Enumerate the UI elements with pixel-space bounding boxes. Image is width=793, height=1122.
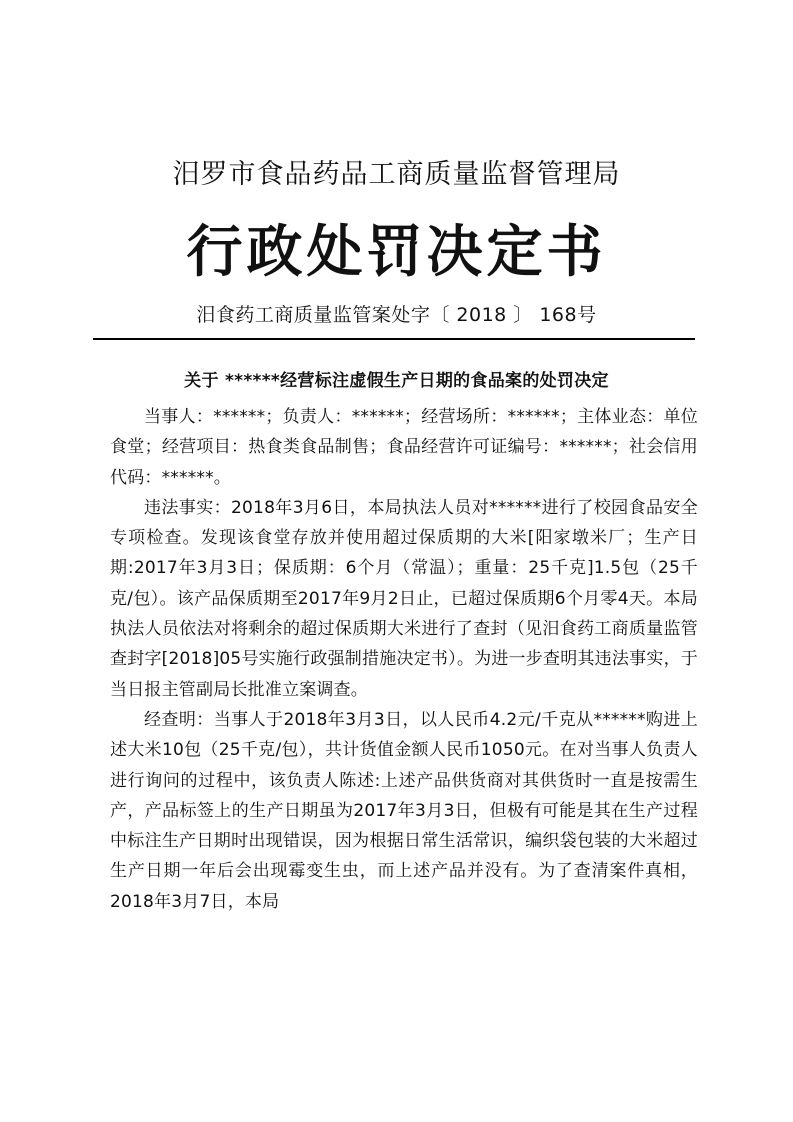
decision-subject: 关于 ******经营标注虚假生产日期的食品案的处罚决定	[184, 371, 609, 391]
document-title: 行政处罚决定书	[186, 220, 607, 285]
investigation-findings-paragraph: 经查明：当事人于2018年3月3日，以人民币4.2元/千克从******购进上述大米10包（25千克/包），共计货值金额人民币1050元。在对当事人负责人进行询问的过程中，该负责人陈述:上述产品供货商对其供货时一直是按需生产，产品标签上的生产日期虽为2017年3月3日，但极有可能是其在生产过程中标注生产日期时出现错误，因为根据日常生活常识，编织袋包装的大米超过生产日期一年后会出现霉变生虫，而上述产品并没有。为了查清案件真相，2018年3月7日，本局	[110, 709, 698, 912]
document-body	[110, 402, 698, 917]
party-info-paragraph: 当事人：******；负责人：******；经营场所：******；主体业态：单位食堂；经营项目：热食类食品制售；食品经营许可证编号：******；社会信用代码：******。	[110, 407, 698, 488]
violation-facts-paragraph: 违法事实：2018年3月6日，本局执法人员对******进行了校园食品安全专项检查。发现该食堂存放并使用超过保质期的大米[阳家墩米厂；生产日期:2017年3月3日；保质期：6个月（常温）；重量：25千克]1.5包（25千克/包）。该产品保质期至2017年9月2日止，已超过保质期6个月零4天。本局执法人员依法对将剩余的超过保质期大米进行了查封（见汨食药工商质量监管查封字[2018]05号实施行政强制措施决定书）。为进一步查明其违法事实，于当日报主管副局长批准立案调查。	[110, 497, 698, 700]
header-divider	[93, 338, 695, 340]
document-number: 汨食药工商质量监管案处字〔 2018 〕 168号	[196, 304, 597, 326]
agency-name: 汨罗市食品药品工商质量监督管理局	[172, 159, 621, 190]
